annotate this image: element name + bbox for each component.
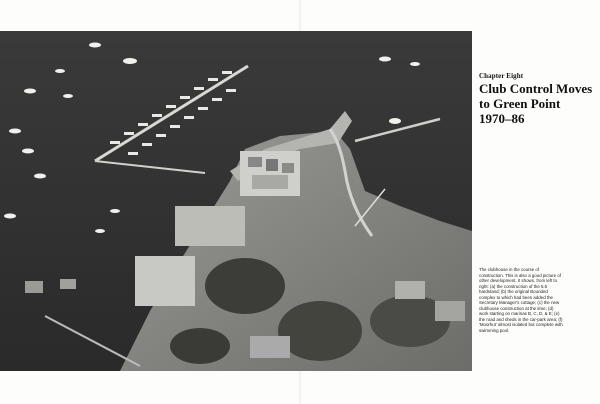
photo-caption: The clubhouse in the course of construction. This is also a good picture of other development. It shows, from left to right: (a) the construction of the 5.5 hardstand; (b) the original Bounded complex to which had been added the Secretary Manager's cottage; (c) the new clubhouse construction at the time; (d) work starting on marinas B, C, D, & E; (e) the road and sheds in the car-park area; (f) 'Moorhut' almost isolated but complete with swimming pool. — [479, 267, 563, 333]
aerial-photo-illustration — [0, 31, 472, 371]
chapter-title-line: 1970–86 — [479, 111, 525, 126]
chapter-title-line: to Green Point — [479, 96, 561, 111]
hardstand-area — [175, 206, 245, 246]
aerial-photograph — [0, 31, 472, 371]
tree-canopy — [205, 258, 285, 314]
chapter-title-line: Club Control Moves — [479, 81, 593, 96]
chapter-label: Chapter Eight — [479, 72, 524, 80]
chapter-title — [479, 81, 597, 126]
car-park-area — [135, 256, 195, 306]
house — [250, 336, 290, 358]
